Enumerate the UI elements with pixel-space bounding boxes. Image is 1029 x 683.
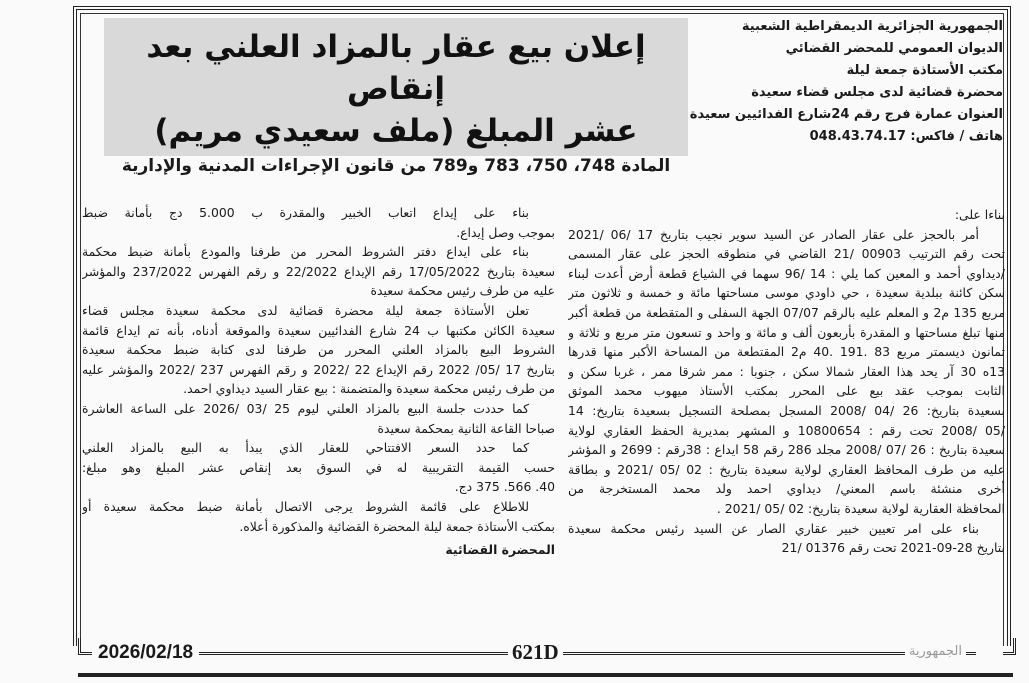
text-line: أخرى منشئة باسم المعني/ ديداوي احمد ولد محمد المستخرجة من	[568, 481, 1005, 497]
text-line: بتاريخ 17 /05/ 2022 رقم الإيداع 22 /2022 و رقم الفهرس 237 /2022 والمؤشر عليه	[82, 361, 555, 377]
text-line: ثمانون ديسمتر مربع 83 .191 .40 م2 المقتطعة من المساحة الأكبر منها قدرها	[568, 344, 1005, 360]
header-line: الديوان العمومي للمحضر القضائي	[785, 41, 1003, 56]
page-footer	[78, 642, 1016, 666]
header-line: محضرة قضائية لدى مجلس قضاء سعيدة	[751, 85, 1003, 100]
right-column	[568, 205, 1005, 558]
text-line: تحت رقم الترتيب 00903 /21 القاضي في منطوقه الحجز على عقار المسمى	[568, 246, 1005, 262]
left-column	[82, 203, 555, 560]
bottom-divider	[78, 673, 1013, 677]
newspaper-logo: الجمهورية	[905, 644, 966, 659]
header-line: مكتب الأستاذة جمعة ليلة	[846, 63, 1003, 78]
header-line: العنوان عمارة فرج رقم 24شارع الفدائيين سعيدة	[689, 107, 1003, 122]
text-line: الشروط البيع بالمزاد العلني المحرر من طرفنا لدى كتابة ضبط محكمة سعيدة	[82, 342, 555, 358]
text-line: بسعيدة بتاريخ: 26 /04 /2008 المسجل بمصلحة التسجيل بسعيدة بتاريخ: 14	[568, 402, 1005, 418]
issue-date: 2026/02/18	[92, 642, 199, 664]
signature: المحضرة القضائية	[445, 542, 555, 558]
text-line: عليه من طرف رئيس محكمة سعيدة	[370, 283, 555, 299]
text-line: الثابت بموجب عقد بيع على المحرر بمكتب الأستاذ ميهوب محمد الموثق	[568, 383, 1005, 399]
text-line: من طرف رئيس محكمة سعيدة والمتضمنة : بيع عقار السيد ديداوي احمد.	[183, 381, 555, 397]
notice-title-box	[104, 18, 688, 176]
text-line: تعلن الأستاذة جمعة ليلة محضرة قضائية لدى محكمة سعيدة مجلس قضاء	[82, 302, 529, 318]
office-header	[689, 16, 1003, 148]
text-line: سعيدة الكائن مكتبها ب 24 شارع الفدائيين سعيدة والموقعة أدناه، بأنه تم ايداع قائمة	[82, 322, 555, 338]
text-line: بمكتب الأستاذة جمعة ليلة المحضرة القضائية والمذكورة أعلاه.	[239, 518, 555, 534]
footer-corner	[1003, 638, 1016, 655]
text-line: كما حدد السعر الافتتاحي للعقار الذي يبدأ به البيع بالمزاد العلني	[82, 440, 529, 456]
text-line: /ديداوي أحمد و المعين كما يلي : 14 /96 سهما في الشياع قطعة أرض أعدت لبناء	[568, 265, 1005, 281]
text-line: بناءا على:	[954, 207, 1005, 222]
text-line: سعيدة بتاريخ : 26 /07 /2008 مجلد 286 رقم 58 ايداع : 38رقم : 2699 و المؤشر	[568, 442, 1005, 458]
text-line: حسب القيمة التقريبية له في السوق بعد إنقاص عشر المبلغ وهو مبلغ:	[82, 459, 555, 475]
text-line: للاطلاع على قائمة الشروط يرجى الاتصال بأمانة ضبط محكمة سعيدة أو	[82, 498, 529, 514]
text-line: بناء على امر تعيين خبير عقاري الصار عن السيد رئيس محكمة سعيدة	[568, 520, 979, 536]
text-line: كما حددت جلسة البيع بالمزاد العلني ليوم 25 /03 /2026 على الساعة العاشرة	[82, 400, 529, 416]
text-line: أمر بالحجز على عقار الصادر عن السيد سوير نجيب بتاريخ 17 /06 /2021	[568, 226, 979, 242]
text-line: 40. 566. 375 دج.	[454, 479, 555, 495]
text-line: /05 /2008 تحت رقم : 10800654 و المشهر بمديرية الحفظ العقاري لولاية	[568, 422, 1005, 438]
header-line: الجمهورية الجزائرية الديمقراطية الشعبية	[741, 19, 1003, 34]
text-line: صباحا القاعة الثانية بمحكمة سعيدة	[377, 420, 555, 436]
text-line: بتاريخ 28-09-2021 تحت رقم 01376 /21	[781, 540, 1005, 556]
notice-subtitle: المادة 748، 750، 783 و789 من قانون الإجراءات المدنية والإدارية	[121, 156, 671, 176]
text-line: عليه من طرف المحافظ العقاري لولاية سعيدة بتاريخ : 02 /05 /2021 و بطاقة	[568, 461, 1005, 477]
page-code: 621D	[508, 640, 563, 665]
text-line: مربع 135 م2 و المعلم عليه بالرقم 07/07 الجهة السفلى و المتقطعة من قطعة أكبر	[568, 304, 1005, 320]
text-line: سعيدة بتاريخ 17/05/2022 رقم الإيداع 22/2022 و رقم الفهرس 237/2022 والمؤشر	[82, 263, 555, 279]
notice-title-line-2: عشر المبلغ (ملف سعيدي مريم)	[154, 113, 638, 149]
text-line: سكن كائنة ببلدية سعيدة ، حي داودي موسى مساحتها مائة و خمسة و ثلاثون متر	[568, 285, 1005, 301]
text-line: منها تبلغ مساحتها و المقدرة بأربعون ألف و مائة و واحد و تسعون متر مربع و ثلاثة و	[568, 324, 1005, 340]
header-phone: هاتف / فاكس: 048.43.74.17	[809, 129, 1003, 144]
text-line: بناء على إيداع اتعاب الخبير والمقدرة ب 5.000 دج بأمانة ضبط	[82, 205, 529, 220]
text-line: 13ه 30 آر يحد هذا العقار شمالا سكن ، جنوبا : ممر شرقا ممر ، غربا سكن و	[568, 363, 1005, 379]
text-line: بناء على ايداع دفتر الشروط المحرر من طرفنا والمودع بأمانة ضبط محكمة	[82, 244, 529, 260]
text-line: المحافظة العقارية لولاية سعيدة بتاريخ: 02 /05 /2021 .	[716, 500, 1005, 516]
text-line: بموجب وصل إيداع.	[456, 224, 555, 240]
notice-title-line-1: إعلان بيع عقار بالمزاد العلني بعد إنقاص	[146, 29, 646, 107]
